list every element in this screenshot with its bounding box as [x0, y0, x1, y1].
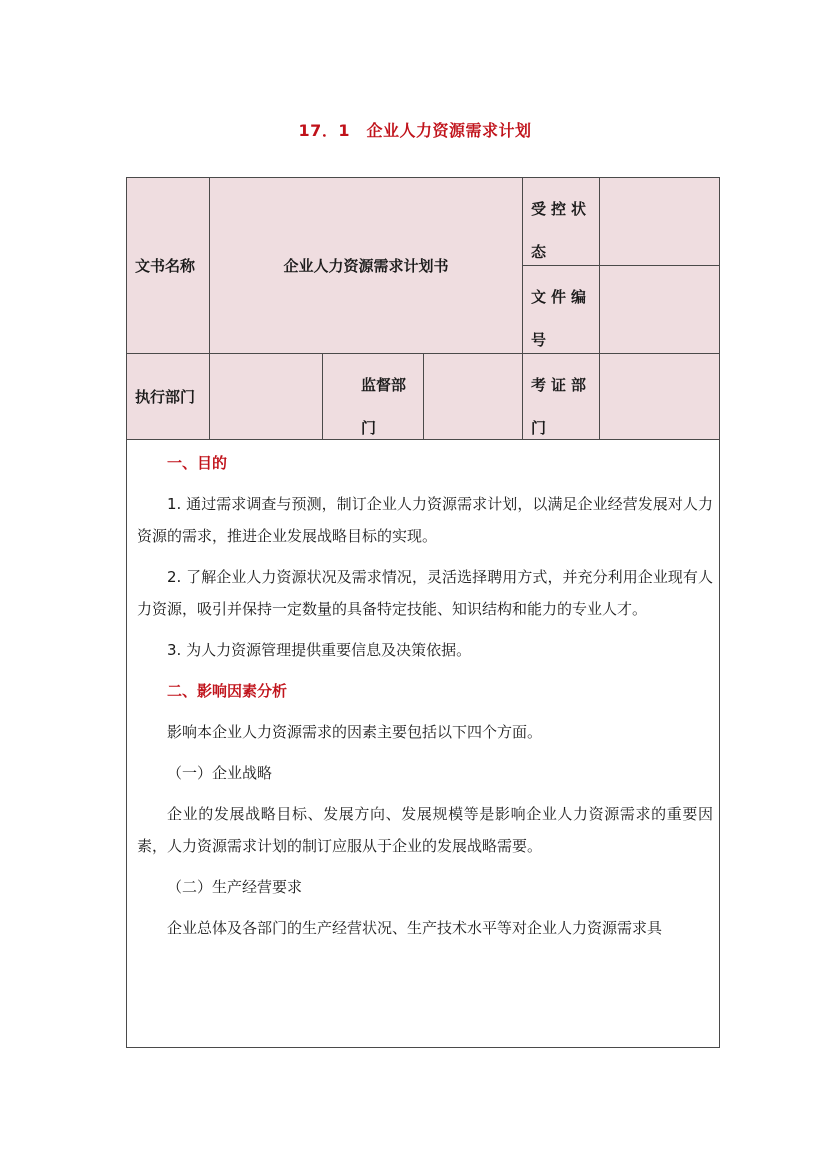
section1-paragraph-1: 1. 通过需求调查与预测，制订企业人力资源需求计划，以满足企业经营发展对人力资源的需求，推进企业发展战略目标的实现。: [137, 495, 713, 545]
document-form: [126, 177, 720, 1048]
document-body: [127, 440, 721, 953]
section1-paragraph-2: 2. 了解企业人力资源状况及需求情况，灵活选择聘用方式，并充分利用企业现有人力资源，吸引并保持一定数量的具备特定技能、知识结构和能力的专业人才。: [137, 568, 713, 618]
page-title: 17．1 企业人力资源需求计划: [298, 121, 532, 140]
evaluate-dept-value: [600, 354, 719, 440]
controlled-status-value: [600, 178, 719, 266]
section1-heading: 一、目的: [167, 454, 228, 472]
sub2-text: 企业总体及各部门的生产经营状况、生产技术水平等对企业人力资源需求具: [167, 919, 663, 937]
sub2-title: （二）生产经营要求: [167, 878, 303, 896]
evaluate-dept-label: 考证部门: [523, 354, 600, 440]
doc-name-value: 企业人力资源需求计划书: [210, 178, 523, 354]
section1-paragraph-3: 3. 为人力资源管理提供重要信息及决策依据。: [167, 641, 472, 659]
sub1-text: 企业的发展战略目标、发展方向、发展规模等是影响企业人力资源需求的重要因素，人力资源需求计划的制订应服从于企业的发展战略需要。: [137, 805, 713, 855]
supervise-dept-value: [424, 354, 523, 440]
section2-heading: 二、影响因素分析: [167, 682, 288, 700]
file-number-value: [600, 266, 719, 354]
section2-intro: 影响本企业人力资源需求的因素主要包括以下四个方面。: [167, 723, 543, 741]
exec-dept-label: 执行部门: [127, 354, 210, 440]
file-number-label: 文件编号: [523, 266, 600, 354]
sub1-title: （一）企业战略: [167, 764, 273, 782]
exec-dept-value: [210, 354, 323, 440]
controlled-status-label: 受控状态: [523, 178, 600, 266]
supervise-dept-label: 监督部门: [323, 354, 424, 440]
doc-name-label: 文书名称: [127, 178, 210, 354]
